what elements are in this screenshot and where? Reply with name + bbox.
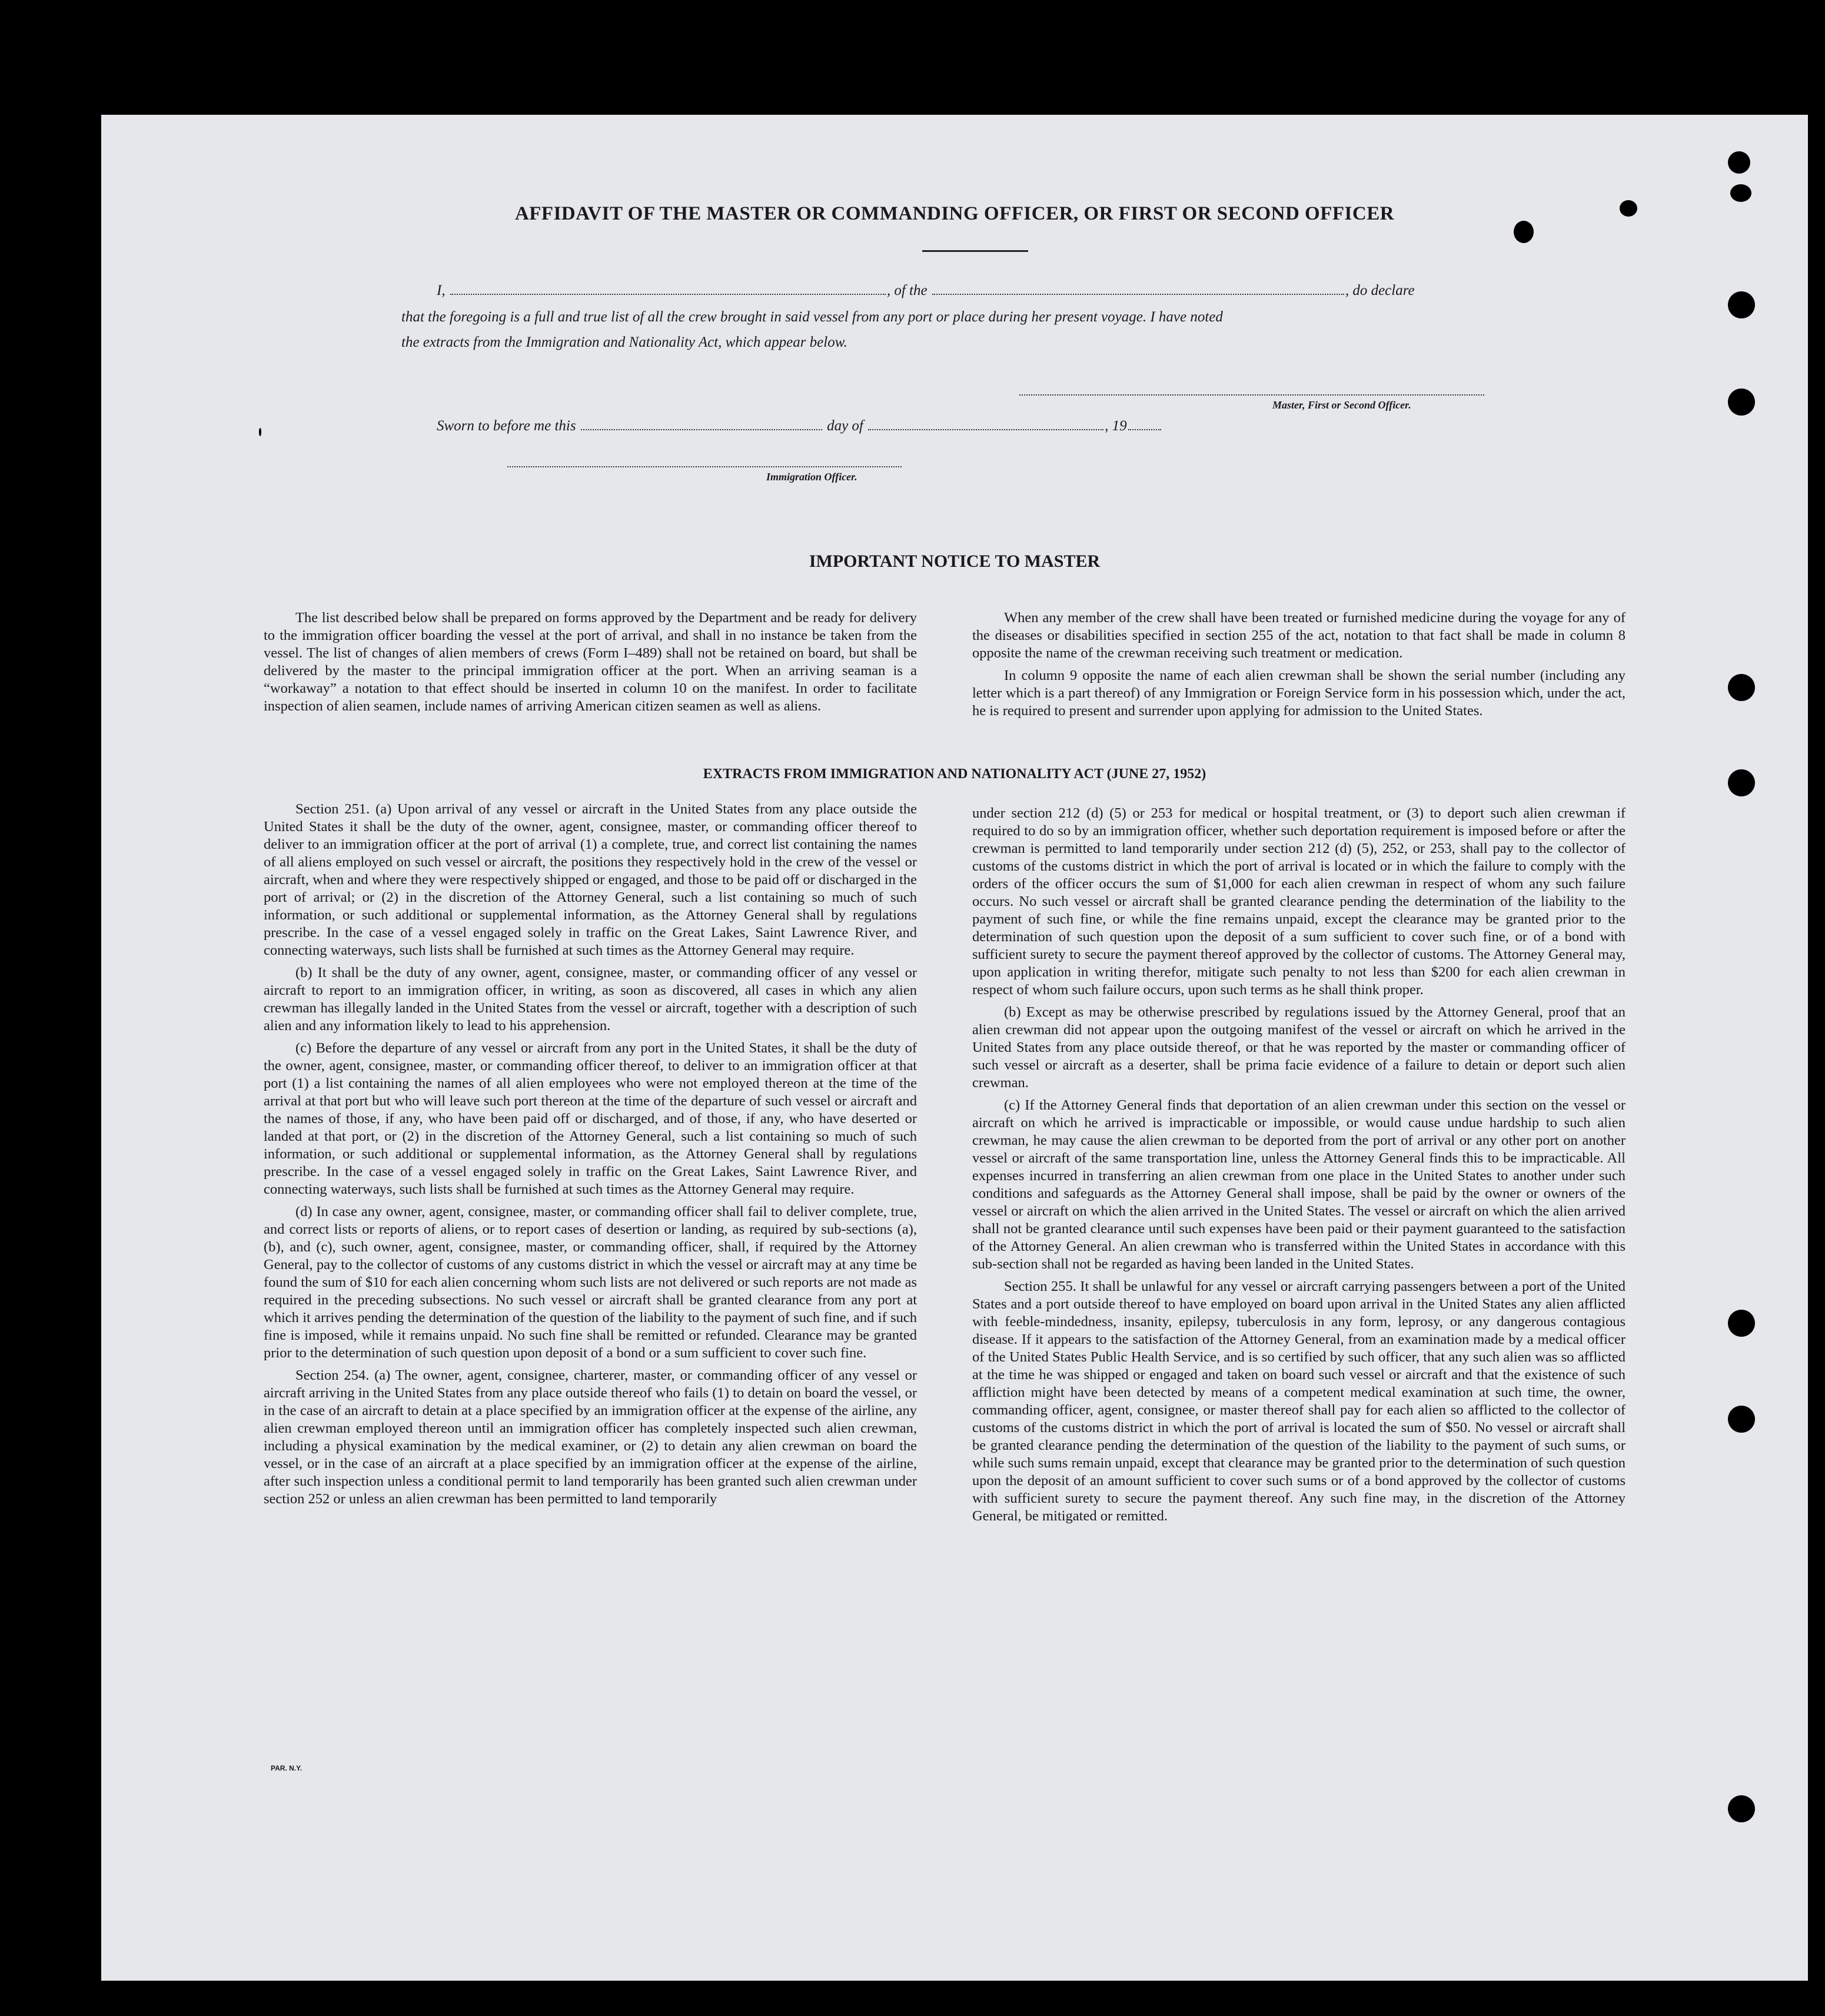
officer-signature-caption: Immigration Officer. [766,471,857,483]
punch-hole [1730,184,1751,202]
statute-paragraph: (d) In case any owner, agent, consignee, master, or commanding officer shall fail to deliver complete, true, and correct lists or reports of aliens, or to report cases of desertion or landing, as required by sub-sections (a), (b), and (c), such owner, agent, consignee, master, or commanding officer, shall, if required by the Attorney General, pay to the collector of customs of any customs district in which the vessel or aircraft may at any time be found the sum of $10 for each alien concerning whom such lists are not delivered or such reports are not made as required in the preceding subsections. No such vessel or aircraft shall be granted clearance from any port at which it arrives pending the determination of the question of the liability to the payment of such fine, and if such fine is imposed, while it remains unpaid. No such fine shall be remitted or refunded. Clearance may be granted prior to the determination of such question upon deposit of a bond or a sum sufficient to cover such fine. [264,1204,917,1361]
notice-paragraph: The list described below shall be prepared on forms approved by the Department and be ready for delivery to the immigration officer boarding the vessel at the port of arrival, and shall in no instance be taken from the vessel. The list of changes of alien members of crews (Form I–489) shall not be retained on board, but shall be delivered by the master to the principal immigration officer at the port. When an arriving seaman is a “workaway” a notation to that effect should be inserted in column 10 on the manifest. In order to facilitate inspection of alien seamen, include names of arriving American citizen seamen as well as aliens. [264,610,917,714]
punch-hole [1728,674,1755,701]
sworn-year-field[interactable] [1128,427,1161,430]
master-signature-field[interactable] [1019,394,1484,396]
extracts-title: EXTRACTS FROM IMMIGRATION AND NATIONALITY ACT (JUNE 27, 1952) [703,766,1206,782]
notice-right-column [972,609,1625,725]
notice-title: IMPORTANT NOTICE TO MASTER [809,552,1101,571]
printer-mark: PAR. N.Y. [271,1764,302,1772]
notice-paragraph: When any member of the crew shall have been treated or furnished medicine during the voyage for any of the diseases or disabilities specified in section 255 of the act, notation to that fact shall be made in column 8 opposite the name of the crewman receiving such treatment or medication. [972,610,1625,661]
affidavit-title: AFFIDAVIT OF THE MASTER OR COMMANDING OFFICER, OR FIRST OR SECOND OFFICER [514,203,1395,224]
vessel-name-field[interactable] [932,291,1344,295]
year-prefix-label: , 19 [1105,418,1127,434]
extracts-right-column [972,805,1625,1530]
statute-paragraph: Section 255. It shall be unlawful for any vessel or aircraft carrying passengers between a port of the United States and a port outside thereof to have employed on board upon arrival in the United States any alien afflicted with feeble-mindedness, insanity, epilepsy, tuberculosis in any form, leprosy, or any dangerous contagious disease. If it appears to the satisfaction of the Attorney General, from an examination made by a medical officer of the United States Public Health Service, and is so certified by such officer, that any such alien was so afflicted at the time he was shipped or engaged and taken on board such vessel or aircraft and that the existence of such affliction might have been detected by means of a competent medical examination at such time, the owner, commanding officer, agent, consignee, or master thereof shall pay for each alien so afflicted to the collector of customs of the customs district in which the port of arrival is located the sum of $50. No vessel or aircraft shall be granted clearance pending the determination of the question of the liability to the payment of such sums, or while such sums remain unpaid, except that clearance may be granted prior to the determination of such question upon the deposit of an amount sufficient to cover such sums or of a bond approved by the collector of customs with sufficient surety to secure the payment thereof. Any such fine may, in the discretion of the Attorney General, be mitigated or remitted. [972,1278,1625,1524]
sworn-month-field[interactable] [868,427,1103,430]
statute-paragraph: under section 212 (d) (5) or 253 for medical or hospital treatment, or (3) to deport such alien crewman if required to do so by an immigration officer, whether such deportation requirement is imposed before or after the crewman is permitted to land temporarily under section 212 (d) (5), 252, or 253, shall pay to the collector of customs of the customs district in which the port of arrival is located or in which the failure to comply with the orders of the officer occurs the sum of $1,000 for each alien crewman in respect of whom any such failure occurs. No such vessel or aircraft shall be granted clearance pending the determination of the liability to the payment of such fine, or while the fine remains unpaid, except the clearance may be granted prior to the determination of such question upon the deposit of a sum sufficient to cover such fine, or of a bond with sufficient surety to secure the payment thereof approved by the collector of customs. The Attorney General may, upon application in writing therefor, mitigate such penalty to not less than $200 for each alien crewman in respect of whom such failure occurs, upon such terms as he shall think proper. [972,805,1625,998]
punch-hole [1728,291,1755,318]
declarant-label: I, [437,283,446,298]
of-the-label: , of the [886,283,928,298]
form-sheet [101,115,1808,1981]
extracts-left-column [264,801,917,1513]
statute-paragraph: Section 254. (a) The owner, agent, consignee, charterer, master, or commanding officer of any vessel or aircraft arriving in the United States from any place outside thereof who fails (1) to detain on board the vessel, or in the case of an aircraft to detain at a place specified by an immigration officer at the expense of the airline, any alien crewman employed thereon until an immigration officer has completely inspected such alien crewman, including a physical examination by the medical examiner, or (2) to detain any alien crewman on board the vessel, or in the case of an aircraft at a place specified by an immigration officer at the expense of the airline, after such inspection unless a conditional permit to land temporarily has been granted such alien crewman under section 252 or unless an alien crewman has been permitted to land temporarily [264,1367,917,1507]
punch-hole [1728,388,1755,416]
sworn-line [437,418,1162,434]
declare-label: , do declare [1345,283,1415,298]
punch-hole [1728,1406,1755,1433]
declarant-name-field[interactable] [450,291,886,295]
punch-hole [1728,1310,1755,1337]
notice-paragraph: In column 9 opposite the name of each alien crewman shall be shown the serial number (including any letter which is a part thereof) of any Immigration or Foreign Service form in his possession which, under the act, he is required to present and surrender upon applying for admission to the United States. [972,667,1625,719]
statute-paragraph: (c) Before the departure of any vessel or aircraft from any port in the United States, it shall be the duty of the owner, agent, consignee, master, or commanding officer thereof, to deliver to an immigration officer at that port (1) a list containing the names of all alien employees who were not employed thereon at the time of the arrival at that port but who will leave such port thereon at the time of the departure of such vessel or aircraft and the names of those, if any, who have been paid off or discharged, and of those, if any, who have deserted or landed at that port, or (2) in the discretion of the Attorney General, such a list containing so much of such information, or such additional or supplemental information, as the Attorney General shall by regulations prescribe. In the case of a vessel engaged solely in traffic on the Great Lakes, Saint Lawrence River, and connecting waterways, such lists shall be furnished at such times as the Attorney General may require. [264,1040,917,1197]
statute-paragraph: Section 251. (a) Upon arrival of any vessel or aircraft in the United States from any place outside the United States it shall be the duty of the owner, agent, consignee, master, or commanding officer thereof to deliver to an immigration officer at the port of arrival (1) a complete, true, and correct list containing the names of all aliens employed on such vessel or aircraft, the positions they respectively hold in the crew of the vessel or aircraft, when and where they were respectively shipped or engaged, and those to be paid off or discharged in the port of arrival; or (2) in the discretion of the Attorney General, such a list containing so much of such information, or such additional or supplemental information, as the Attorney General shall by regulations prescribe. In the case of a vessel engaged solely in traffic on the Great Lakes, Saint Lawrence River, and connecting waterways, such lists shall be furnished at such times as the Attorney General may require. [264,801,917,958]
sworn-day-field[interactable] [581,427,822,430]
ink-speck [259,428,261,436]
punch-hole [1728,151,1750,174]
day-of-label: day of [827,418,863,434]
declaration-line-2: that the foregoing is a full and true list of all the crew brought in said vessel from any port or place during her present voyage. I have noted [401,309,1223,325]
title-divider [922,250,1028,252]
declaration-line-3: the extracts from the Immigration and Nationality Act, which appear below. [401,334,847,350]
notice-left-column [264,609,917,720]
statute-paragraph: (b) It shall be the duty of any owner, agent, consignee, master, or commanding officer of any vessel or aircraft to report to an immigration officer, in writing, as soon as discovered, all cases in which any alien crewman has illegally landed in the United States from the vessel or aircraft, together with a description of such alien and any information likely to lead to his apprehension. [264,965,917,1034]
master-signature-caption: Master, First or Second Officer. [1272,399,1411,411]
punch-hole [1728,1795,1755,1822]
statute-paragraph: (b) Except as may be otherwise prescribed by regulations issued by the Attorney General, proof that an alien crewman did not appear upon the outgoing manifest of the vessel or aircraft on which he arrived in the United States from any place outside thereof, or that he was reported by the master or commanding officer of such vessel or aircraft as a deserter, shall be prima facie evidence of a failure to detain or deport such alien crewman. [972,1004,1625,1091]
officer-signature-field[interactable] [507,466,902,467]
sworn-label: Sworn to before me this [437,418,576,434]
statute-paragraph: (c) If the Attorney General finds that deportation of an alien crewman under this section on the vessel or aircraft on which he arrived is impracticable or impossible, or would cause undue hardship to such alien crewman, he may cause the alien crewman to be deported from the port of arrival or any other port on another vessel or aircraft of the same transportation line, unless the Attorney General finds this to be impracticable. All expenses incurred in transferring an alien crewman from one place in the United States to another under such conditions and safeguards as the Attorney General shall impose, shall be paid by the owner or owners of the vessel or aircraft on which the alien arrived in the United States. The vessel or aircraft on which the alien arrived shall not be granted clearance until such expenses have been paid or their payment guaranteed to the satisfaction of the Attorney General. An alien crewman who is transferred within the United States in accordance with this sub-section shall not be regarded as having been landed in the United States. [972,1097,1625,1272]
declaration-line-1 [437,283,1415,299]
